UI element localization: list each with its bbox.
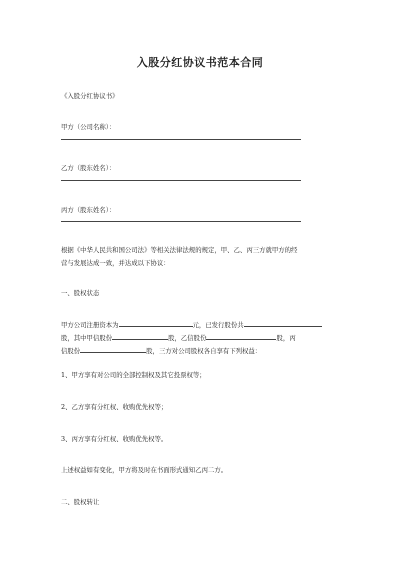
party-c-shares-blank [80, 345, 146, 353]
intro-line-1: 根据《中华人民共和国公司法》等相关法律法规的规定，甲、乙、丙三方就甲方的经 [61, 246, 298, 254]
issued-shares-blank [244, 319, 322, 327]
para1-text-f: 信股份 [61, 347, 81, 355]
intro-line-2: 营与发展达成一致，并达成以下协议： [61, 259, 170, 267]
rights-item-1: 1、甲方享有对公司的全部控制权及其它投票权等； [61, 371, 206, 379]
agreement-subtitle: 《入股分红协议书》 [61, 92, 119, 100]
party-b-label: 乙方（股东姓名）： [61, 164, 116, 172]
rights-item-2: 2、乙方享有分红权、收购优先权等； [61, 403, 168, 411]
party-a-label: 甲方（公司名称）： [61, 123, 116, 131]
party-b-blank-line [61, 180, 301, 181]
para1-text-g: 股，三方对公司股权各自享有下列权益： [146, 347, 262, 355]
section-1-heading: 一、股权状态 [61, 289, 100, 297]
party-a-blank-line [61, 139, 301, 140]
party-c-label: 丙方（股东姓名）： [61, 206, 116, 214]
para1-text-a: 甲方公司注册资本为 [61, 321, 119, 329]
share-structure-paragraph [61, 319, 346, 358]
capital-blank [119, 319, 193, 327]
para1-text-b: 元，已发行股份共 [192, 321, 244, 329]
party-b-shares-blank [206, 332, 276, 340]
para1-text-e: 股，丙 [276, 334, 296, 342]
rights-item-3: 3、丙方享有分红权、收购优先权等。 [61, 435, 168, 443]
change-notice: 上述权益如有变化，甲方将及时在书面形式通知乙丙二方。 [61, 466, 228, 474]
section-2-heading: 二、股权转让 [61, 498, 100, 506]
party-c-blank-line [61, 221, 301, 222]
para1-text-d: 股，乙信股份 [168, 334, 207, 342]
para1-text-c: 股，其中甲信股份 [61, 334, 113, 342]
document-title: 入股分红协议书范本合同 [136, 56, 264, 69]
party-a-shares-blank [112, 332, 168, 340]
